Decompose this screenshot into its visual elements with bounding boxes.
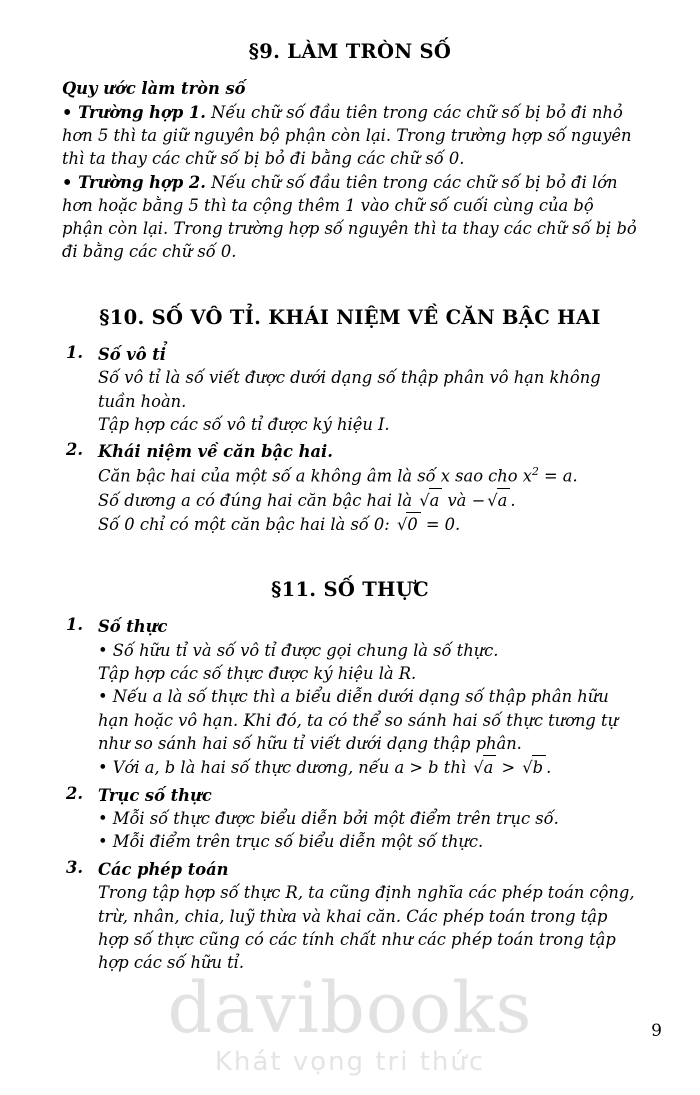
item-head: Trục số thực (98, 785, 212, 805)
section-title-11: §11. SỐ THỰC (271, 578, 429, 602)
list-item (62, 440, 638, 536)
list-item (62, 343, 638, 437)
item-line: • Số hữu tỉ và số vô tỉ được gọi chung là số thực. (98, 640, 499, 660)
compare-mid: > (496, 758, 521, 778)
radicand: b (532, 755, 546, 779)
radicand: 0 (406, 512, 420, 536)
list-item (62, 858, 638, 975)
item-line-definition (98, 464, 638, 488)
sqrt-b (520, 755, 546, 779)
item-line: Số vô tỉ là số viết được dưới dạng số thập phân vô hạn không tuần hoàn. (98, 368, 601, 411)
section-9-body (62, 77, 638, 264)
sqrt-a-negative (485, 488, 510, 512)
section-11-body (62, 615, 638, 974)
section-9-case-2 (62, 171, 638, 264)
watermark (0, 967, 700, 1077)
item-line: • Mỗi điểm trên trục số biểu diễn một số thực. (98, 832, 484, 852)
item-head: Số thực (98, 617, 168, 637)
minus-sign: − (471, 490, 486, 510)
definition-post: = a. (538, 466, 578, 486)
section-10-body (62, 343, 638, 536)
section-9-case-1 (62, 101, 638, 171)
section-title-10: §10. SỐ VÔ TỈ. KHÁI NIỆM VỀ CĂN BẬC HAI (99, 305, 601, 329)
two-roots-post: . (510, 490, 516, 510)
radicand: a (483, 755, 497, 779)
item-head: Khái niệm về căn bậc hai. (98, 442, 333, 462)
section-11-list (62, 615, 638, 974)
item-line: • Nếu a là số thực thì a biểu diễn dưới dạng số thập phân hữu hạn hoặc vô hạn. Khi đó, ta có thể so sánh hai số thực tương tự như so sánh hai số hữu tỉ viết dưới dạng thập phân. (98, 687, 619, 753)
sqrt-a (471, 755, 496, 779)
radical-sign: √ (473, 758, 484, 778)
item-line-two-roots (98, 488, 638, 512)
list-item (62, 615, 638, 779)
item-number: 3. (66, 857, 83, 877)
radical-sign: √ (487, 490, 498, 510)
two-roots-pre: Số dương a có đúng hai căn bậc hai là (98, 490, 418, 510)
item-head: Số vô tỉ (98, 344, 166, 364)
item-number: 1. (66, 342, 83, 362)
definition-pre: Căn bậc hai của một số a không âm là số x sao cho x (98, 466, 532, 486)
radicand: a (497, 488, 511, 512)
section-10-list (62, 343, 638, 536)
radical-sign: √ (396, 514, 408, 534)
item-line-zero-root (98, 512, 638, 536)
list-item (62, 784, 638, 854)
item-number: 1. (66, 615, 83, 635)
case-2-text: Nếu chữ số đầu tiên trong các chữ số bị bỏ đi lớn hơn hoặc bằng 5 thì ta cộng thêm 1 vào chữ số cuối cùng của bộ phận còn lại. Trong trường hợp số nguyên thì ta thay các chữ số bị bỏ đi bằng các chữ số 0. (62, 172, 637, 262)
two-roots-mid: và (442, 490, 472, 510)
exponent: 2 (531, 464, 539, 478)
item-line: • Mỗi số thực được biểu diễn bởi một điểm trên trục số. (98, 809, 559, 829)
item-line-compare-roots (98, 755, 638, 779)
page-number: 9 (651, 1021, 662, 1041)
case-1-text: Nếu chữ số đầu tiên trong các chữ số bị bỏ đi nhỏ hơn 5 thì ta giữ nguyên bộ phận còn lại. Trong trường hợp số nguyên thì ta thay các chữ số bị bỏ đi bằng các chữ số 0. (62, 102, 632, 169)
item-head: Các phép toán (98, 859, 229, 879)
compare-pre: • Với a, b là hai số thực dương, nếu a > b thì (98, 758, 472, 778)
radical-sign: √ (522, 758, 533, 778)
watermark-tagline: Khát vọng tri thức (214, 1047, 486, 1077)
radical-sign: √ (419, 490, 430, 510)
item-line: Tập hợp các số vô tỉ được ký hiệu I. (98, 414, 390, 434)
item-number: 2. (66, 783, 83, 803)
zero-root-pre: Số 0 chỉ có một căn bậc hai là số 0: (98, 514, 395, 534)
sqrt-a-positive (417, 488, 442, 512)
item-line: Trong tập hợp số thực R, ta cũng định nghĩa các phép toán cộng, trừ, nhân, chia, luỹ thừa và khai căn. Các phép toán trong tập hợp số thực cũng có các tính chất như các phép toán trong tập hợp các số hữu tỉ. (98, 883, 635, 973)
section-title-9: §9. LÀM TRÒN SỐ (248, 40, 452, 63)
radicand: a (429, 488, 443, 512)
item-line: Tập hợp các số thực được ký hiệu là R. (98, 664, 417, 684)
sqrt-zero (395, 512, 421, 536)
spacer-1 (62, 264, 638, 306)
compare-post: . (546, 758, 552, 778)
case-1-lead: • Trường hợp 1. (62, 102, 206, 122)
item-number: 2. (66, 440, 83, 460)
zero-root-post: = 0. (420, 514, 461, 534)
section-9-subhead: Quy ước làm tròn số (62, 79, 246, 98)
spacer-2 (62, 536, 638, 578)
case-2-lead: • Trường hợp 2. (62, 172, 206, 192)
watermark-brand: davibooks (167, 967, 533, 1049)
